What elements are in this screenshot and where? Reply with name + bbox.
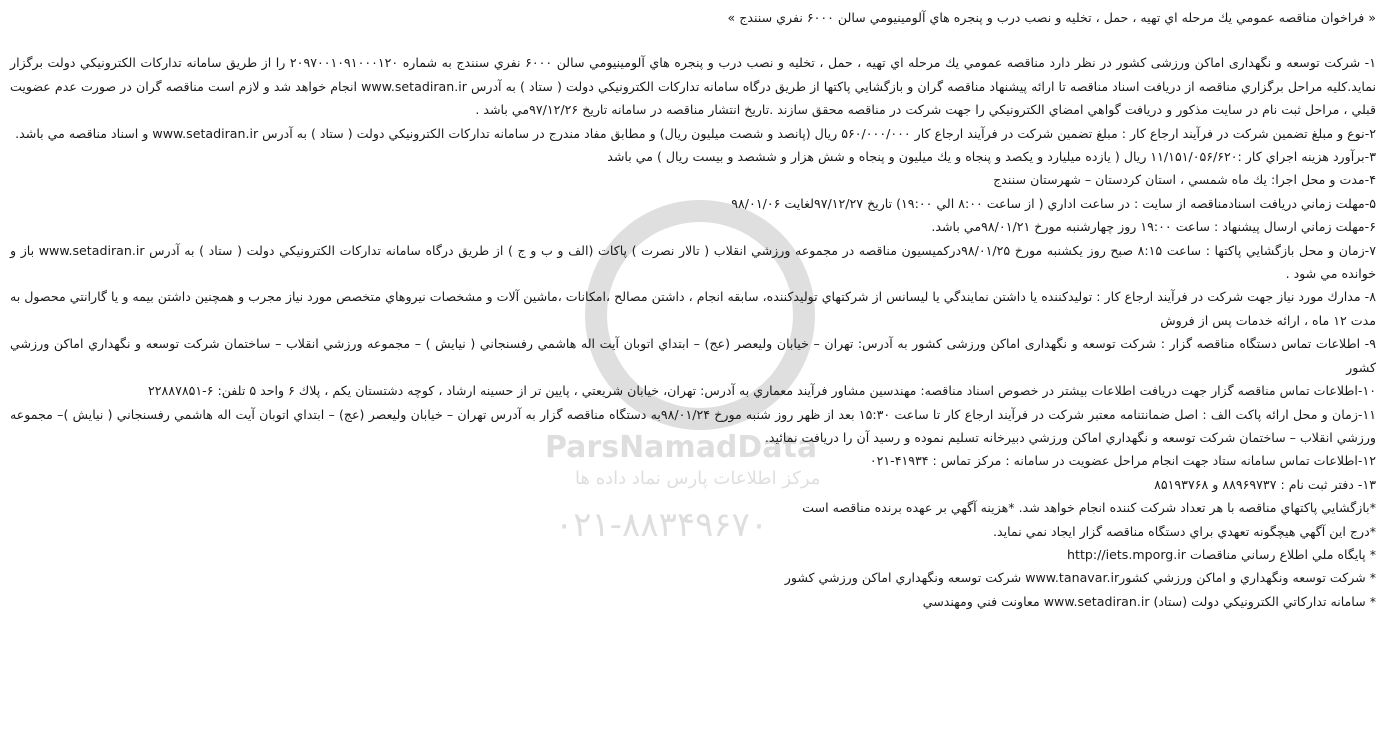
paragraph-p7 <box>10 239 1376 286</box>
paragraph-p16 <box>10 543 1376 566</box>
paragraph-p12 <box>10 449 1376 472</box>
paragraph-p2 <box>10 122 1376 145</box>
paragraph-p15 <box>10 520 1376 543</box>
paragraph-p9 <box>10 332 1376 379</box>
url-link[interactable]: http://iets.mporg.ir <box>1067 546 1186 562</box>
paragraph-text: * پايگاه ملي اطلاع رساني مناقصات <box>1185 546 1376 562</box>
paragraph-p11 <box>10 403 1376 450</box>
watermark-brand: ParsNamadData <box>545 430 818 465</box>
title-spacer <box>10 29 1376 51</box>
paragraph-p17 <box>10 566 1376 589</box>
paragraph-text: ۴-مدت و محل اجرا: يك ماه شمسي ، استان كردستان – شهرستان سنندج <box>993 172 1376 188</box>
paragraph-text: *بازگشايي پاكتهاي مناقصه با هر تعداد شركت كننده انجام خواهد شد. *هزينه آگهي بر عهده برنده مناقصه است <box>802 500 1376 516</box>
paragraph-text: ۱۳- دفتر ثبت نام : ۸۸۹۶۹۷۳۷ و ۸۵۱۹۳۷۶۸ <box>1154 476 1376 492</box>
paragraph-text: ۵-مهلت زماني دريافت اسنادمناقصه از سايت : در ساعت اداري ( از ساعت ۸:۰۰ الي ۱۹:۰۰) تاريخ ۹۷/۱۲/۲۷لغايت ۹۸/۰۱/۰۶ <box>731 195 1376 211</box>
paragraph-p1 <box>10 51 1376 121</box>
paragraph-p18 <box>10 590 1376 613</box>
notice-title: « فراخوان مناقصه عمومي يك مرحله اي تهيه ، حمل ، تخليه و نصب درب و پنجره هاي آلومينيومي سالن ۶۰۰۰ نفري سنندج » <box>727 10 1376 25</box>
url-link[interactable]: www.setadiran.ir <box>38 242 145 258</box>
paragraph-p3 <box>10 145 1376 168</box>
paragraph-text: ۱- شركت توسعه و نگهداری اماكن ورزشی كشور در نظر دارد مناقصه عمومي يك مرحله اي تهيه ، حمل ، تخليه و نصب درب و پنجره هاي آلومينيومي سالن ۶۰۰۰ نفري سنندج به شماره ۲۰۹۷۰۰۱۰۹۱۰۰۰۱۲۰ را از طريق سامانه تداركات الكترونيكي دولت برگزار نمايد.كليه مراحل برگزاري مناقصه از دريافت اسناد مناقصه تا ارائه پيشنهاد مناقصه گران و بازگشايي پاكتها از طريق درگاه سامانه تداركات الكترونيكي دولت ( ستاد ) به آدرس <box>10 55 1376 94</box>
paragraph-text: ۱۰-اطلاعات تماس مناقصه گزار جهت دريافت اطلاعات بيشتر در خصوص اسناد مناقصه: مهندسين مشاور فرآيند معماري به آدرس: تهران، خيابان شريعتي ، پايين تر از حسينه ارشاد ، كوچه دشتستان يكم ، پلاك ۶ واحد ۵ تلفن: ۶-۲۲۸۸۷۸۵۱ <box>148 383 1376 399</box>
paragraph-p10 <box>10 379 1376 402</box>
paragraph-text: ۱۲-اطلاعات تماس سامانه ستاد جهت انجام مراحل عضويت در سامانه : مركز تماس : ۴۱۹۳۴-۰۲۱ <box>869 453 1376 469</box>
paragraph-text: ۳-برآورد هزينه اجراي كار :۱۱/۱۵۱/۰۵۶/۶۲۰ ريال ( يازده ميليارد و يكصد و پنجاه و يك ميليون و پنجاه و شش هزار و ششصد و بيست ريال ) مي باشد <box>607 149 1376 165</box>
paragraph-text: ۶-مهلت زماني ارسال پيشنهاد : ساعت ۱۹:۰۰ روز چهارشنبه مورخ ۹۸/۰۱/۲۱مي باشد. <box>931 219 1376 235</box>
paragraph-text: ۲-نوع و مبلغ تضمين شركت در فرآيند ارجاع كار : مبلغ تضمين شركت در فرآيند ارجاع كار ۵۶۰/۰۰۰/۰۰۰ ريال (پانصد و شصت ميليون ريال) و مطابق مفاد مندرج در سامانه تداركات الكترونيكي دولت ( ستاد ) به آدرس <box>258 125 1376 141</box>
paragraph-p14 <box>10 496 1376 519</box>
paragraph-text: و اسناد مناقصه مي باشد. <box>15 125 153 141</box>
paragraph-text: ۹- اطلاعات تماس دستگاه مناقصه گزار : شركت توسعه و نگهداری اماكن ورزشی كشور به آدرس: تهران – خيابان وليعصر (عج) – ابتداي اتوبان آيت اله هاشمي رفسنجاني ( نيايش ) – مجموعه ورزشي انقلاب – ساختمان شركت توسعه و نگهداري اماكن ورزشي كشور <box>10 336 1376 375</box>
watermark-tagline: مرکز اطلاعات پارس نماد داده ها <box>575 468 821 489</box>
paragraph-text: باز و خوانده مي شود . <box>10 242 1376 282</box>
url-link[interactable]: www.setadiran.ir <box>152 125 259 141</box>
watermark-phone: ۰۲۱-۸۸۳۴۹۶۷۰ <box>555 505 769 545</box>
paragraph-p5 <box>10 192 1376 215</box>
notice-body <box>10 51 1376 613</box>
paragraph-text: ۷-زمان و محل بازگشايي پاكتها : ساعت ۸:۱۵ صبح روز يكشنبه مورخ ۹۸/۰۱/۲۵دركميسيون مناقصه در مجموعه ورزشي انقلاب ( تالار نصرت ) پاكات (الف و ب و ج ) از طريق درگاه سامانه تداركات الكترونيكي دولت ( ستاد ) به آدرس <box>144 242 1376 258</box>
paragraph-text: * شركت توسعه ونگهداري و اماكن ورزشي كشور <box>1119 570 1376 586</box>
url-link[interactable]: www.tanavar.ir <box>1025 570 1120 586</box>
paragraph-text: معاونت فني ومهندسي <box>922 593 1044 609</box>
paragraph-p13 <box>10 473 1376 496</box>
paragraph-text: ۱۱-زمان و محل ارائه پاكت الف : اصل ضمانتنامه معتبر شركت در فرآيند ارجاع كار تا ساعت ۱۵:۳۰ بعد از ظهر روز شنبه مورخ ۹۸/۰۱/۲۴به دستگاه مناقصه گزار به آدرس تهران – خيابان وليعصر (عج) – ابتداي اتوبان آيت اله هاشمي رفسنجاني ( نيايش )– مجموعه ورزشي انقلاب – ساختمان شركت توسعه و نگهداري اماكن ورزشي دبيرخانه تسليم نموده و رسيد آن را دريافت نمائيد. <box>10 406 1376 445</box>
url-link[interactable]: www.setadiran.ir <box>361 78 467 94</box>
paragraph-text: *درج اين آگهي هيچگونه تعهدي براي دستگاه مناقصه گزار ايجاد نمي نمايد. <box>992 523 1376 539</box>
paragraph-p4 <box>10 168 1376 191</box>
paragraph-text: * سامانه تداركاتي الكترونيكي دولت (ستاد) <box>1149 593 1376 609</box>
paragraph-p8 <box>10 285 1376 332</box>
paragraph-text: انجام خواهد شد و لازم است مناقصه گران در صورت عدم عضويت قبلي ، مراحل ثبت نام در سايت مذكور و دريافت گواهي امضاي الكترونيكي را جهت شركت در مناقصه محقق سازند .تاريخ انتشار مناقصه در سامانه تاريخ ۹۷/۱۲/۲۶مي باشد . <box>10 78 1376 118</box>
url-link[interactable]: www.setadiran.ir <box>1043 593 1150 609</box>
paragraph-text: شركت توسعه ونگهداري اماكن ورزشي كشور <box>784 570 1026 586</box>
paragraph-text: ۸- مدارك مورد نياز جهت شركت در فرآيند ارجاع كار : توليدكننده يا داشتن نمايندگي يا ليسانس از شركتهاي توليدكننده، سابقه انجام ، داشتن مصالح ،امكانات ،ماشين آلات و مشخصات نيروهاي متخصص مورد نياز مجرب و همچنين داشتن بيمه و يا گارانتي محصول به مدت ۱۲ ماه ، ارائه خدمات پس از فروش <box>10 289 1376 328</box>
paragraph-p6 <box>10 215 1376 238</box>
